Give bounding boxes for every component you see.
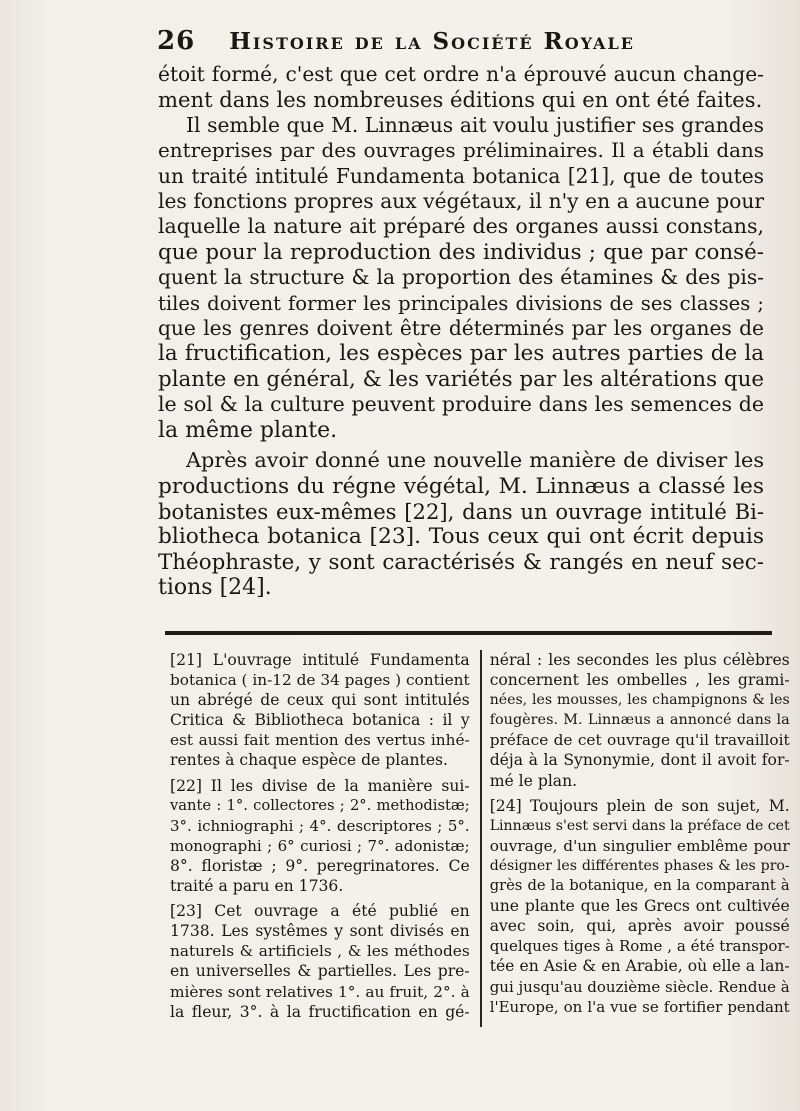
paragraph-1 <box>158 62 764 113</box>
footnote-21 <box>170 650 470 771</box>
note-line: tée en Asie & en Arabie, où elle a lan- <box>489 957 790 976</box>
text-line: que les genres doivent être déterminés par les organes de <box>158 316 764 341</box>
note-line: néral : les secondes les plus célèbres <box>489 651 790 669</box>
note-line: gui jusqu'au douzième siècle. Rendue à <box>489 977 790 996</box>
page-number: 26 <box>157 26 196 56</box>
text-line: tiles doivent former les principales divisions de ses classes ; <box>158 291 764 315</box>
note-line: traité a paru en 1736. <box>170 877 344 896</box>
text-line: productions du régne végétal, M. Linnæus a classé les <box>158 473 764 499</box>
text-line: botanistes eux-mêmes [22], dans un ouvrage intitulé Bi- <box>158 498 764 524</box>
footnote-24 <box>490 796 790 1017</box>
note-line: [22] Il les divise de la manière sui- <box>170 776 470 795</box>
note-line: rentes à chaque espèce de plantes. <box>170 751 449 770</box>
note-line: en universelles & partielles. Les pre- <box>170 962 470 981</box>
paragraph-2 <box>158 113 764 443</box>
note-line: ouvrage, d'un singulier emblême pour <box>489 836 790 855</box>
main-text <box>158 62 764 601</box>
text-line: un traité intitulé Fundamenta botanica [21], que de toutes <box>158 163 764 188</box>
text-line: Théophraste, y sont caractérisés & rangés en neuf sec- <box>158 549 764 575</box>
note-line: [21] L'ouvrage intitulé Fundamenta <box>170 651 470 669</box>
note-line: préface de cet ouvrage qu'il travailloit <box>489 731 790 750</box>
page-header <box>157 26 760 56</box>
note-line: l'Europe, on l'a vue se fortifier pendant <box>489 997 790 1016</box>
note-line: mières sont relatives 1°. au fruit, 2°. à <box>170 982 470 1001</box>
note-line: nées, les mousses, les champignons & les <box>489 692 790 709</box>
note-line: fougères. M. Linnæus a annoncé dans la <box>489 712 790 729</box>
note-line: 8°. floristæ ; 9°. peregrinatores. Ce <box>170 856 470 875</box>
note-line: est aussi fait mention des vertus inhé- <box>170 731 470 750</box>
note-line: botanica ( in-12 de 34 pages ) contient <box>170 671 470 690</box>
running-title: Histoire de la Société Royale <box>229 28 635 55</box>
text-line: la même plante. <box>158 417 338 443</box>
note-line: 1738. Les systêmes y sont divisés en <box>170 922 470 941</box>
text-line: que pour la reproduction des individus ; que par consé- <box>158 239 764 265</box>
note-line: concernent les ombelles , les grami- <box>489 671 790 690</box>
text-line: le sol & la culture peuvent produire dans les semences de <box>158 392 764 417</box>
paragraph-3 <box>158 448 764 600</box>
footnotes-left-column <box>170 650 482 1027</box>
text-line: étoit formé, c'est que cet ordre n'a éprouvé aucun change- <box>158 62 764 86</box>
text-line: bliotheca botanica [23]. Tous ceux qui ont écrit depuis <box>158 524 764 550</box>
text-line: Il semble que M. Linnæus ait voulu justifier ses grandes <box>186 112 764 137</box>
text-line: tions [24]. <box>158 575 272 601</box>
text-line: Après avoir donné une nouvelle manière de diviser les <box>186 448 764 473</box>
note-line: une plante que les Grecs ont cultivée <box>489 897 790 916</box>
text-line: laquelle la nature ait préparé des organes aussi constans, <box>158 214 764 239</box>
note-line: désigner les différentes phases & les pro- <box>489 857 790 874</box>
text-line: quent la structure & la proportion des étamines & des pis- <box>158 265 764 290</box>
footnotes-right-column <box>482 650 790 1027</box>
text-line: les fonctions propres aux végétaux, il n'y en a aucune pour <box>158 189 764 214</box>
text-line: la fructification, les espèces par les autres parties de la <box>158 341 764 367</box>
note-line: monographi ; 6° curiosi ; 7°. adonistæ; <box>170 836 470 855</box>
note-line: quelques tiges à Rome , a été transpor- <box>489 937 790 956</box>
note-line: vante : 1°. collectores ; 2°. methodistæ; <box>170 796 470 814</box>
note-line: mé le plan. <box>489 771 578 790</box>
text-line: ment dans les nombreuses éditions qui en ont été faites. <box>158 87 763 113</box>
footnote-separator-rule <box>165 631 772 635</box>
footnote-23 <box>170 901 470 1022</box>
note-line: avec soin, qui, après avoir poussé <box>489 917 790 936</box>
note-line: naturels & artificiels , & les méthodes <box>170 942 470 961</box>
note-line: 3°. ichniographi ; 4°. descriptores ; 5°. <box>170 816 470 835</box>
note-line: Linnæus s'est servi dans la préface de cet <box>489 817 790 834</box>
footnote-22 <box>170 776 470 897</box>
note-line: déja à la Synonymie, dont il avoit for- <box>489 751 790 770</box>
note-line: grès de la botanique, en la comparant à <box>489 877 790 895</box>
note-line: la fleur, 3°. à la fructification en gé- <box>170 1002 470 1021</box>
footnote-23-continued <box>490 650 790 791</box>
note-line: [23] Cet ouvrage a été publié en <box>170 902 470 921</box>
text-line: entreprises par des ouvrages préliminaires. Il a établi dans <box>158 139 764 163</box>
note-line: Critica & Bibliotheca botanica : il y <box>170 711 470 730</box>
note-line: [24] Toujours plein de son sujet, M. <box>489 796 790 815</box>
footnotes <box>170 650 790 1027</box>
note-line: un abrégé de ceux qui sont intitulés <box>170 691 470 710</box>
text-line: plante en général, & les variétés par les altérations que <box>158 366 764 392</box>
